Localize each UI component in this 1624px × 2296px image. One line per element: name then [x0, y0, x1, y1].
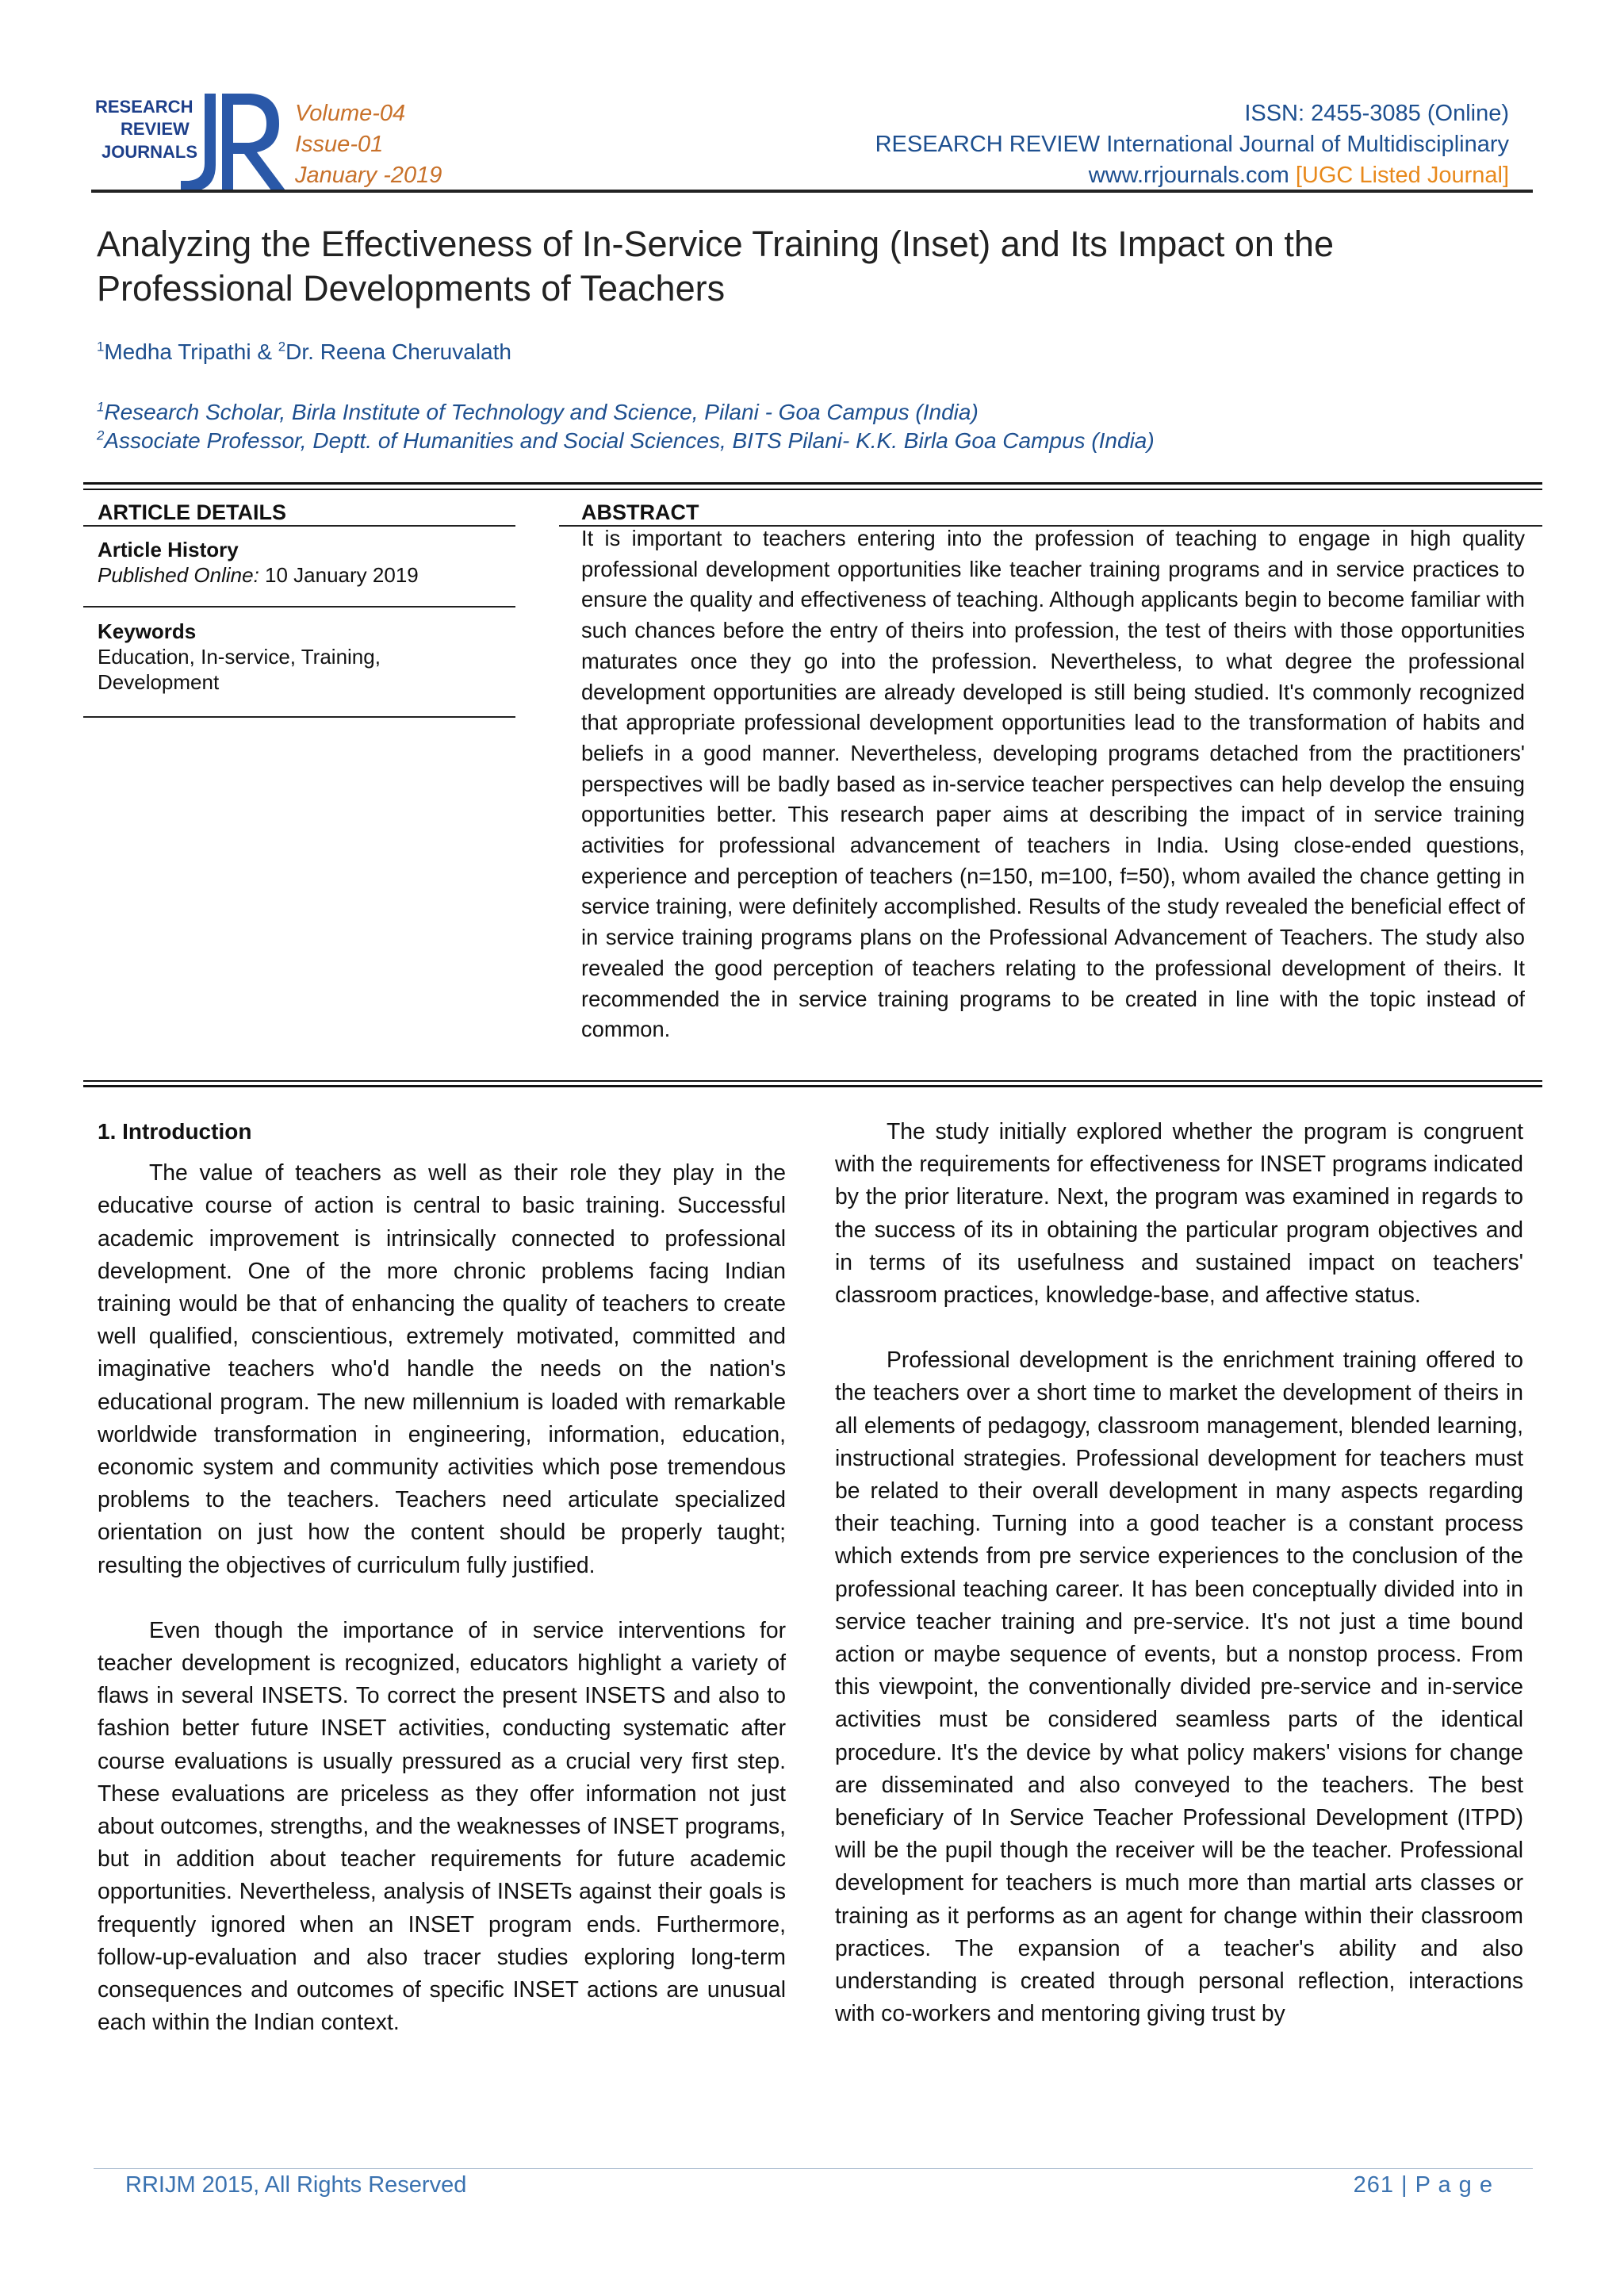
published-line: [98, 562, 510, 588]
author-1: Medha Tripathi &: [104, 339, 278, 364]
issue-info: [295, 98, 442, 191]
published-date: 10 January 2019: [259, 563, 419, 587]
box-top-rule: [83, 482, 1542, 485]
title-line-1: Analyzing the Effectiveness of In-Service Training (Inset) and Its Impact on the: [97, 224, 1334, 264]
website-link[interactable]: www.rrjournals.com: [1088, 163, 1289, 188]
abstract-text: It is important to teachers entering into the profession of teaching to engage in high quality professional development opportunities like teacher training programs and in service practices to ensure the quality and effectiveness of teaching. Although applicants begin to become familiar with such chances before the entry of theirs into profession, the test of theirs with those opportunities maturates once they go into the profession. Nevertheless, to what degree the professional development opportunities are already developed is still being studied. It's commonly recognized that appropriate professional development opportunities lead to the transformation of habits and beliefs in a good manner. Nevertheless, developing programs detached from the practitioners' perspectives will be badly based as in-service teacher perspectives can help develop the ensuing opportunities better. This research paper aims at describing the impact of in service training activities for professional advancement of teachers in India. Using close-ended questions, experience and perception of teachers (n=150, m=100, f=50), whom availed the chance getting in service training, were definitely accomplished. Results of the study revealed the beneficial effect of in service training programs plans on the Professional Advancement of Teachers. The study also revealed the good perception of teachers relating to the professional development of theirs. It recommended the in service training programs to be created in line with the topic instead of common.: [581, 526, 1525, 1042]
footer-divider: [94, 2168, 1533, 2169]
header-divider: [91, 190, 1533, 193]
author2-sup: 2: [278, 339, 286, 355]
left-column: [98, 1115, 786, 2038]
article-history: [98, 537, 510, 588]
affil1-text: Research Scholar, Birla Institute of Technology and Science, Pilani - Goa Campus (India): [104, 400, 979, 424]
intro-paragraph-1: The value of teachers as well as their role they play in the educative course of action is central to basic training. Successful academic improvement is intrinsically connected to professional development. One of the more chronic problems facing Indian training would be that of enhancing the quality of teachers to create well qualified, conscientious, extremely motivated, committed and imaginative teachers who'd handle the needs on the nation's educational program. The new millennium is loaded with remarkable worldwide transformation in engineering, information, education, economic system and community activities which pose tremendous problems to the teachers. Teachers need articulate specialized orientation on just how the content should be properly taught; resulting the objectives of curriculum fully justified.: [98, 1159, 786, 1577]
title-line-2: Professional Developments of Teachers: [97, 268, 726, 309]
journal-info: [875, 98, 1509, 191]
affil2-text: Associate Professor, Deptt. of Humanities and Social Sciences, BITS Pilani- K.K. Birla Goa Campus (India): [104, 428, 1155, 453]
journal-name: RESEARCH REVIEW International Journal of Multidisciplinary: [875, 132, 1509, 157]
author-2: Dr. Reena Cheruvalath: [285, 339, 511, 364]
footer-copyright: RRIJM 2015, All Rights Reserved: [125, 2172, 467, 2198]
affiliation-1: [97, 398, 1155, 427]
svg-text:R: R: [95, 89, 96, 90]
article-details-heading: ARTICLE DETAILS: [98, 500, 286, 524]
box-bottom-rule-thin: [83, 1080, 1542, 1082]
logo-r-shape: [222, 94, 285, 190]
affil1-sup: 1: [97, 399, 105, 415]
article-history-label: Article History: [98, 538, 239, 562]
history-rule: [83, 606, 515, 608]
abstract-heading: ABSTRACT: [581, 500, 699, 524]
issn-label: ISSN: 2455-3085 (Online): [1244, 101, 1509, 126]
volume-label: Volume-04: [295, 101, 406, 126]
affil2-sup: 2: [97, 427, 105, 443]
keywords-block: [98, 619, 510, 695]
paper-title: [97, 222, 1524, 311]
box-bottom-rule: [83, 1085, 1542, 1087]
keywords-rule: [83, 716, 515, 718]
logo-text-journals: JOURNALS: [102, 142, 198, 162]
keywords-line-2: Development: [98, 670, 220, 694]
footer-page-number: 261 | P a g e: [1353, 2172, 1493, 2198]
ugc-label: [UGC Listed Journal]: [1295, 163, 1509, 188]
right-paragraph-1: The study initially explored whether the program is congruent with the requirements for effectiveness for INSET programs indicated by the prior literature. Next, the program was examined in regards to the success of its in obtaining the particular program objectives and in terms of its usefulness and sustained impact on teachers' classroom practices, knowledge-base, and affective status.: [835, 1118, 1523, 1308]
right-column: [835, 1115, 1523, 2030]
box-top-rule-thin: [83, 489, 1542, 490]
author1-sup: 1: [97, 339, 105, 355]
article-details-rule: [83, 525, 515, 527]
right-paragraph-2: Professional development is the enrichment training offered to the teachers over a short time to market the development of theirs in all elements of pedagogy, classroom management, blended learning, instructional strategies. Professional development for teachers must be related to their overall development in many aspects regarding their teaching. Turning into a good teacher is a constant process which extends from pre service experiences to the conclusion of the professional teaching career. It has been conceptually divided into in service teacher training and pre-service. It's not just a time bound action or maybe sequence of events, but a nonstop process. From this viewpoint, the conventionally divided pre-service and in-service activities must be considered seamless parts of the identical procedure. It's the device by what policy makers' visions for change are disseminated and also conveyed to the teachers. The best beneficiary of In Service Teacher Professional Development (ITPD) will be the pupil though the receiver will be the teacher. Professional development for teachers is much more than martial arts classes or training as it performs as an agent for change within their classroom practices. The expansion of a teacher's ability and also understanding is created through personal reflection, interactions with co-workers and mentoring giving trust by: [835, 1347, 1523, 2026]
journal-logo: [95, 89, 293, 196]
affiliations: [97, 398, 1155, 455]
intro-paragraph-2: Even though the importance of in service interventions for teacher development is recognized, educators highlight a variety of flaws in several INSETS. To correct the present INSETS and also to fashion better future INSET activities, conducting systematic after course evaluations is usually pressured as a crucial very first step. These evaluations are priceless as they offer information not just about outcomes, strengths, and the weaknesses of INSET programs, but in addition about teacher requirements for future academic opportunities. Nevertheless, analysis of INSETs against their goals is frequently ignored when an INSET program ends. Furthermore, follow-up-evaluation and also tracer studies exploring long-term consequences and outcomes of specific INSET actions are unusual each within the Indian context.: [98, 1616, 786, 2035]
introduction-heading: 1. Introduction: [98, 1119, 252, 1144]
issue-label: Issue-01: [295, 132, 384, 157]
keywords-line-1: Education, In-service, Training,: [98, 645, 381, 669]
logo-text-research: RESEARCH: [95, 97, 193, 117]
journal-website-line: [875, 160, 1509, 191]
logo-text-review: REVIEW: [121, 119, 190, 139]
affiliation-2: [97, 427, 1155, 455]
date-label: January -2019: [295, 163, 442, 188]
keywords-label: Keywords: [98, 619, 197, 643]
authors: [97, 339, 511, 365]
published-label: Published Online:: [98, 563, 259, 587]
